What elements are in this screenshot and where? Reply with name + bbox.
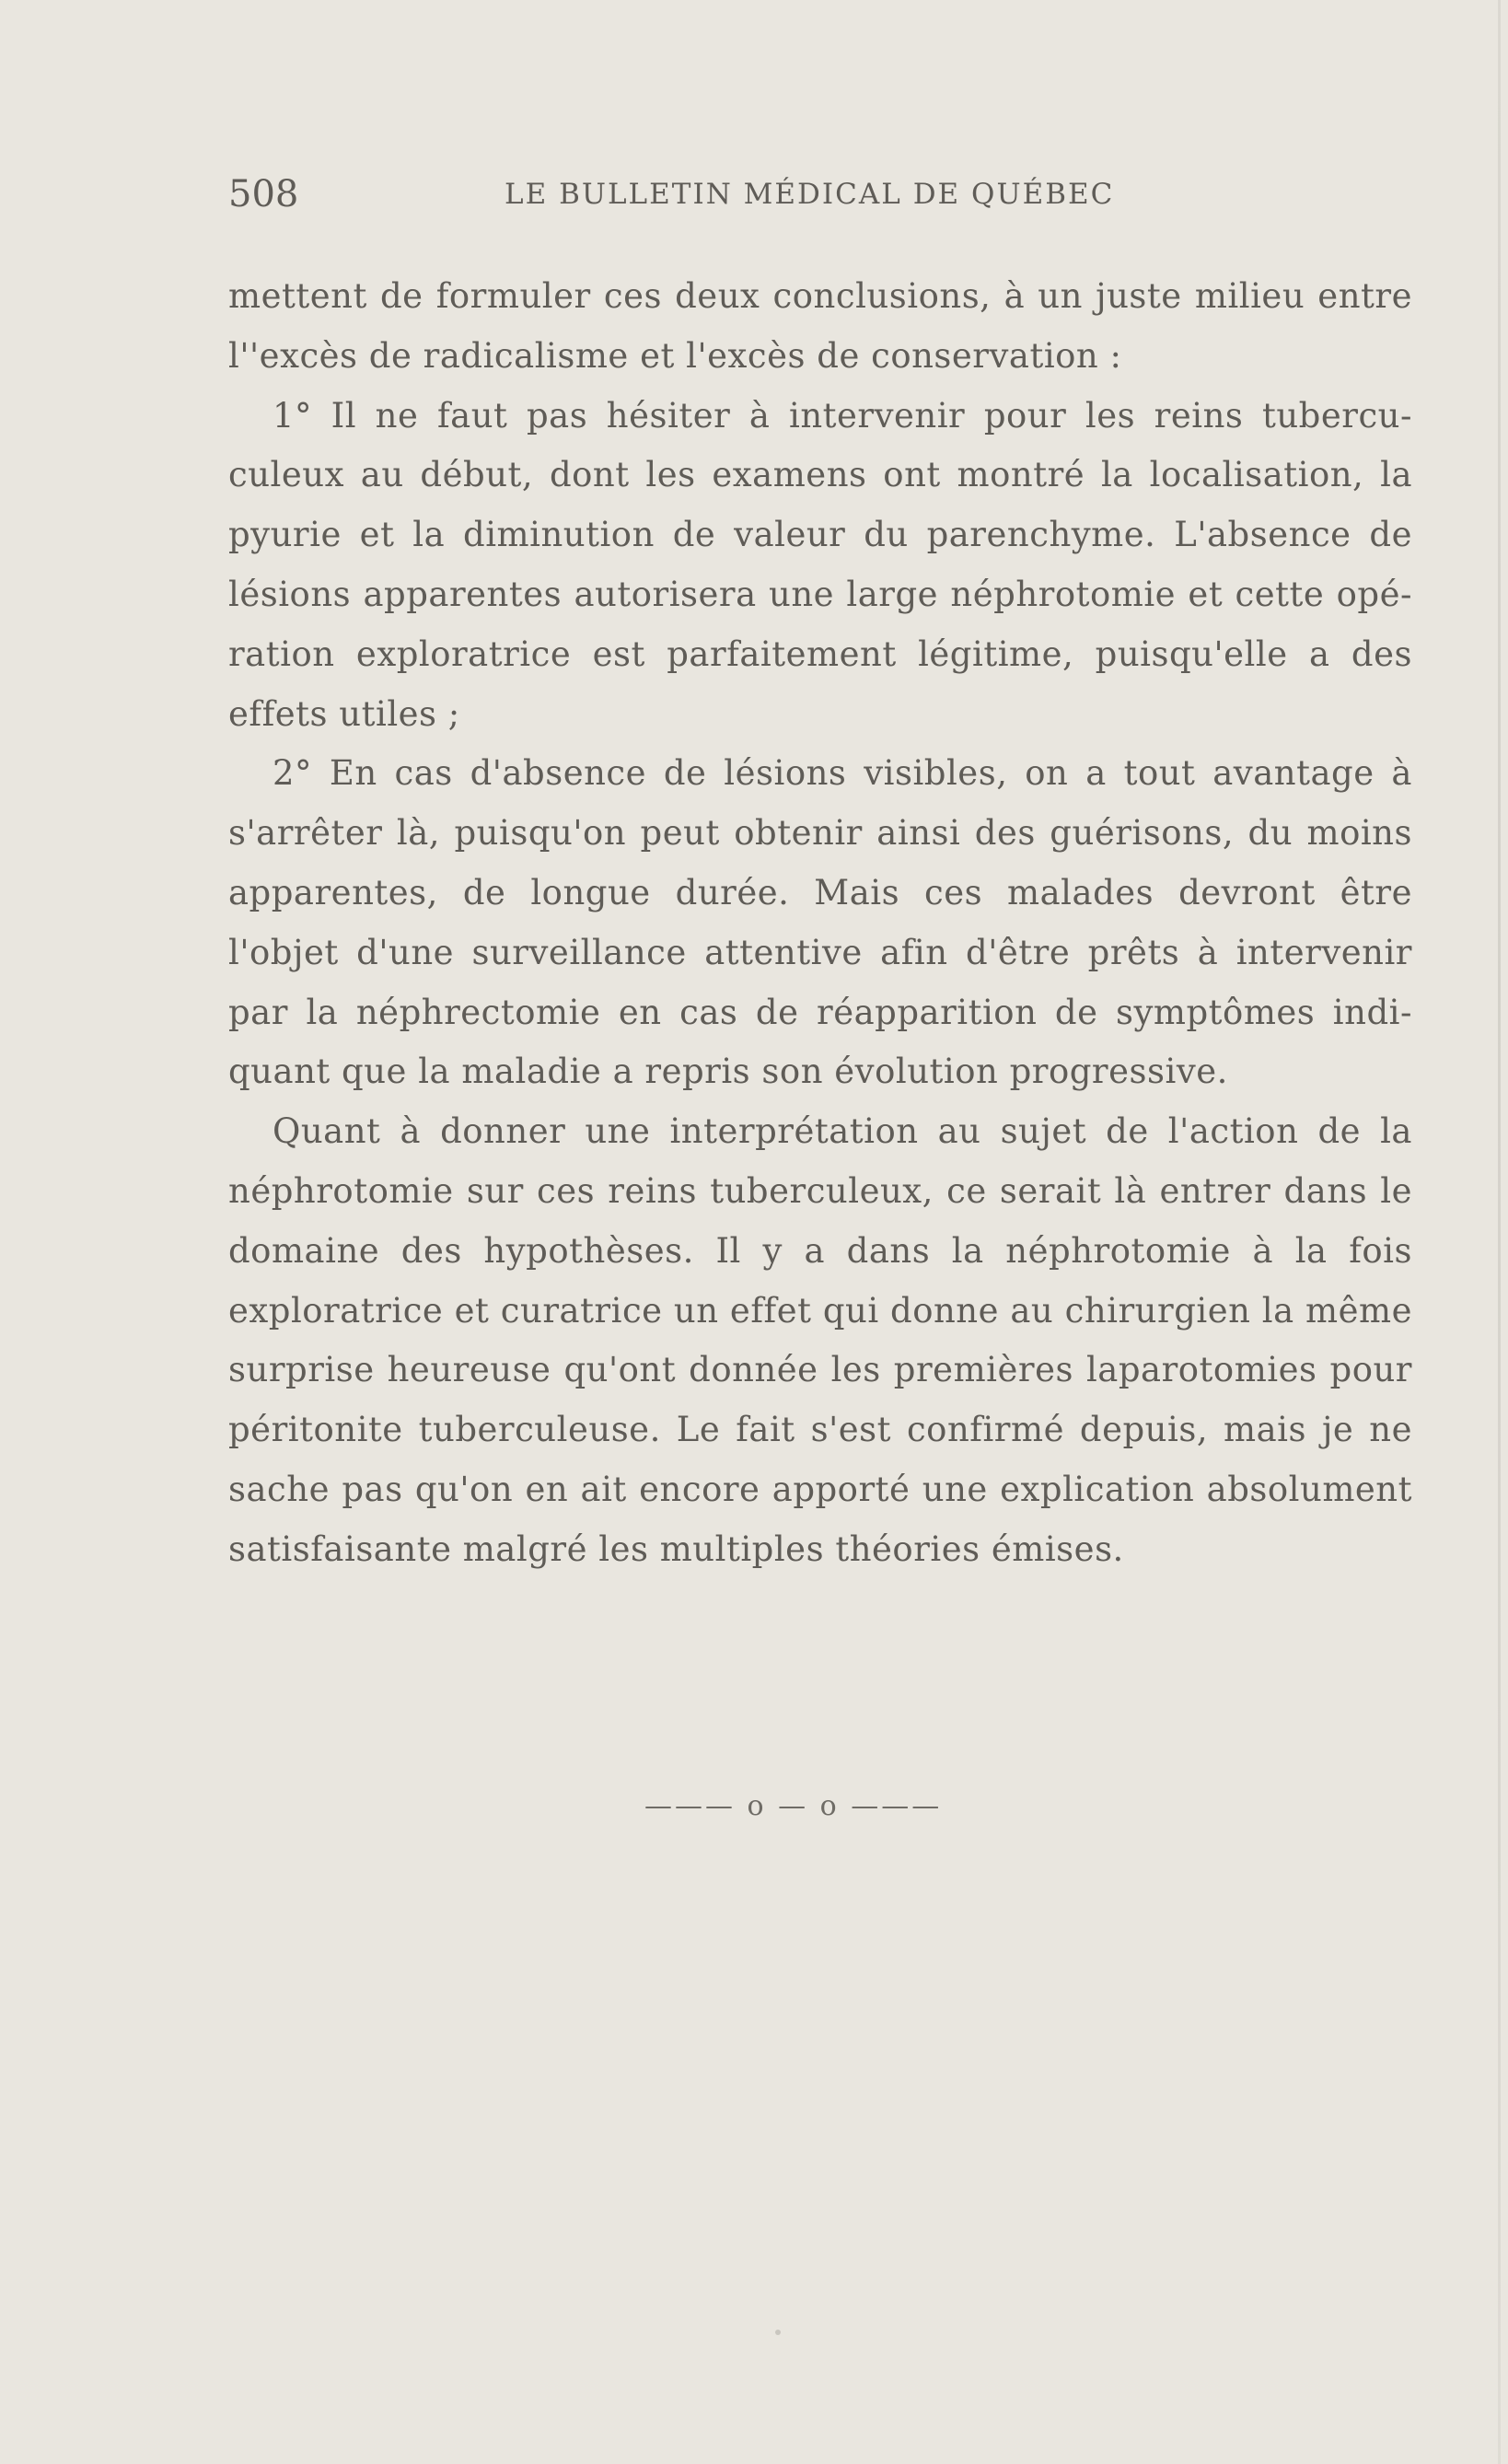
text-line: Quant à donner une interprétation au sujet de l'action de la (273, 1111, 1412, 1152)
text-line: culeux au début, dont les examens ont montré la localisation, la (228, 455, 1412, 495)
text-line: par la néphrectomie en cas de réapparition de symptômes indi- (228, 992, 1412, 1032)
text-line: l''excès de radicalisme et l'excès de conservation : (228, 335, 1122, 376)
running-title: LE BULLETIN MÉDICAL DE QUÉBEC (505, 178, 1115, 211)
text-line: quant que la maladie a repris son évolution progressive. (228, 1052, 1228, 1092)
text-line: lésions apparentes autorisera une large néphrotomie et cette opé- (228, 574, 1412, 614)
text-line: surprise heureuse qu'ont donnée les premières laparotomies pour (228, 1350, 1412, 1390)
text-line: domaine des hypothèses. Il y a dans la néphrotomie à la fois (228, 1230, 1412, 1271)
text-line: apparentes, de longue durée. Mais ces malades devront être (228, 872, 1412, 912)
text-line: néphrotomie sur ces reins tuberculeux, ce serait là entrer dans le (228, 1170, 1412, 1211)
text-line: effets utiles ; (228, 693, 460, 734)
page-edge-shadow (1498, 0, 1501, 2464)
page-header (228, 171, 1412, 217)
text-line: exploratrice et curatrice un effet qui donne au chirurgien la même (228, 1290, 1412, 1331)
text-line: ration exploratrice est parfaitement légitime, puisqu'elle a des (228, 633, 1412, 674)
text-line: 1° Il ne faut pas hésiter à intervenir pour les reins tubercu- (273, 395, 1412, 436)
text-line: 2° En cas d'absence de lésions visibles, on a tout avantage à (273, 753, 1412, 794)
text-line: pyurie et la diminution de valeur du parenchyme. L'absence de (228, 515, 1412, 555)
paper-speck (775, 2330, 781, 2335)
text-line: sache pas qu'on en ait encore apporté une explication absolument (228, 1469, 1412, 1509)
text-line: mettent de formuler ces deux conclusions, à un juste milieu entre (228, 276, 1412, 316)
section-separator: ——— o — o ——— (644, 1790, 943, 1822)
text-line: péritonite tuberculeuse. Le fait s'est confirmé depuis, mais je ne (228, 1410, 1412, 1450)
page-number: 508 (228, 173, 299, 215)
text-line: s'arrêter là, puisqu'on peut obtenir ainsi des guérisons, du moins (228, 813, 1412, 854)
text-line: l'objet d'une surveillance attentive afin d'être prêts à intervenir (228, 932, 1412, 972)
article-body (228, 267, 1412, 1580)
text-line: satisfaisante malgré les multiples théories émises. (228, 1528, 1124, 1569)
